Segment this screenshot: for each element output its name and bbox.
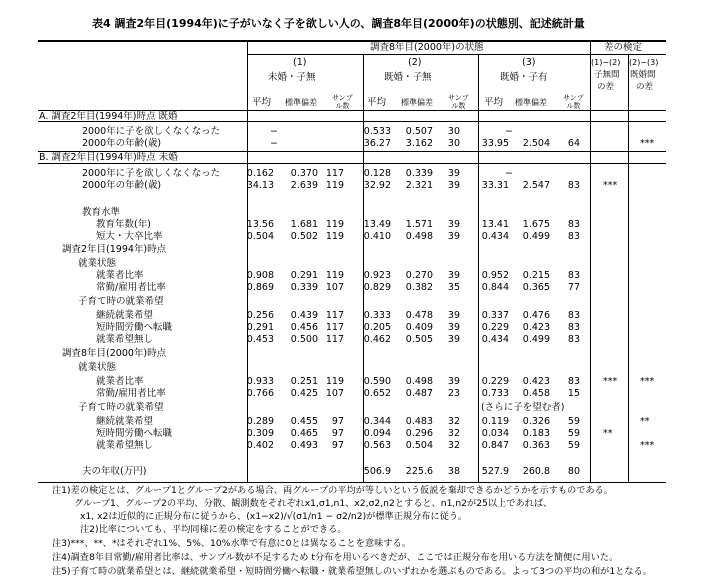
n-cell: 83 xyxy=(567,376,580,387)
n-cell: 83 xyxy=(567,334,580,345)
diff2-significance: *** xyxy=(640,138,655,149)
row-label: 就業希望無し xyxy=(96,440,154,451)
n-cell: 39 xyxy=(447,376,460,387)
table-row xyxy=(0,416,728,428)
n-cell: 97 xyxy=(331,428,344,439)
table-row xyxy=(0,126,728,138)
n-cell: 83 xyxy=(567,322,580,333)
group-header: 調査8年目(2000年)の状態 xyxy=(370,42,484,53)
n-cell: 117 xyxy=(325,168,344,179)
table-row xyxy=(0,466,728,478)
table-title: 表4 調査2年目(1994年)に子がいなく子を欲しい人の、調査8年目(2000年)の状態別、記述統計量 xyxy=(92,17,585,30)
note-3: 注3)***、**、*はそれぞれ1%、5%、10%水準で有意に0とは異なることを意味する。 xyxy=(52,538,411,549)
sd-cell: 0.291 xyxy=(290,270,318,281)
mean-cell: 0.829 xyxy=(363,282,391,293)
sd-cell: 0.507 xyxy=(405,126,433,137)
mean-cell: 0.869 xyxy=(246,282,274,293)
sd-cell: 0.487 xyxy=(405,388,433,399)
row-label: 教育年数(年) xyxy=(96,219,151,230)
row-label: 子育て時の就業希望 xyxy=(78,402,164,413)
sd-cell: 0.425 xyxy=(290,388,318,399)
sd-cell: 2.321 xyxy=(405,180,433,191)
mean-cell: 0.847 xyxy=(481,440,509,451)
diff-header: 差の検定 xyxy=(604,42,643,53)
n-cell: 117 xyxy=(325,334,344,345)
n-cell: 97 xyxy=(331,416,344,427)
mean-cell: 0.119 xyxy=(481,416,509,427)
sd-cell: 0.455 xyxy=(290,416,318,427)
row-label: 2000年に子を欲しくなくなった xyxy=(82,126,221,137)
mean-cell: 0.590 xyxy=(363,376,391,387)
mean-cell: − xyxy=(270,126,278,137)
g1-sd-header: 標準偏差 xyxy=(285,98,317,107)
n-cell: 97 xyxy=(331,440,344,451)
n-cell: 83 xyxy=(567,219,580,230)
sd-cell: 3.162 xyxy=(405,138,433,149)
mean-cell: 36.27 xyxy=(363,138,391,149)
n-cell: 30 xyxy=(447,138,460,149)
sd-cell: 0.499 xyxy=(522,334,550,345)
g2-sd-header: 標準偏差 xyxy=(401,98,433,107)
row-label: 就業希望無し xyxy=(96,334,154,345)
sd-cell: 2.639 xyxy=(290,180,318,191)
mean-cell: 0.453 xyxy=(246,334,274,345)
sd-cell: 0.423 xyxy=(522,322,550,333)
mean-cell: 0.923 xyxy=(363,270,391,281)
n-cell: 59 xyxy=(567,440,580,451)
mean-cell: 0.309 xyxy=(246,428,274,439)
row-label: 短時間労働へ転職 xyxy=(96,322,173,333)
mean-cell: 506.9 xyxy=(363,466,391,477)
sd-cell: 225.6 xyxy=(405,466,433,477)
sd-cell: 0.296 xyxy=(405,428,433,439)
sd-cell: 0.251 xyxy=(290,376,318,387)
diff1-significance: *** xyxy=(603,180,618,191)
n-cell: 59 xyxy=(567,428,580,439)
n-cell: 15 xyxy=(567,388,580,399)
row-label: 継続就業希望 xyxy=(96,310,154,321)
row-label: 子育て時の就業希望 xyxy=(78,296,164,307)
mean-cell: 34.13 xyxy=(246,180,274,191)
sd-cell: 0.365 xyxy=(522,282,550,293)
n-cell: 107 xyxy=(325,282,344,293)
sd-cell: 1.681 xyxy=(290,219,318,230)
n-cell: 39 xyxy=(447,219,460,230)
section-a-label: A. 調査2年目(1994年)時点 既婚 xyxy=(39,111,178,122)
n-cell: 119 xyxy=(325,231,344,242)
group3-num: (3) xyxy=(522,57,536,68)
mean-cell: 0.256 xyxy=(246,310,274,321)
mean-cell: 0.434 xyxy=(481,334,509,345)
sd-cell: 0.502 xyxy=(290,231,318,242)
table-row xyxy=(0,270,728,282)
n-cell: 39 xyxy=(447,334,460,345)
mean-cell: 0.229 xyxy=(481,322,509,333)
table-row xyxy=(0,428,728,440)
row-label: 継続就業希望 xyxy=(96,416,154,427)
n-cell: 83 xyxy=(567,310,580,321)
diff2-l2: 既婚間 xyxy=(630,70,656,80)
n-cell: 64 xyxy=(567,138,580,149)
sd-cell: 0.505 xyxy=(405,334,433,345)
sd-cell: 0.183 xyxy=(522,428,550,439)
mean-cell: 0.128 xyxy=(363,168,391,179)
row-label: 短大・大卒比率 xyxy=(96,231,163,242)
row-label: 夫の年収(万円) xyxy=(82,466,147,477)
row-label: 常勤/雇用者比率 xyxy=(96,282,166,293)
n-cell: 59 xyxy=(567,416,580,427)
diff1-l1: (1)−(2) xyxy=(591,58,621,67)
row-label: 2000年の年齢(歳) xyxy=(82,180,162,191)
table-row xyxy=(0,207,728,219)
n-cell: 32 xyxy=(447,428,460,439)
note-2: 注2)比率についても、平均同様に差の検定をすることができる。 xyxy=(80,524,347,535)
sd-cell: 260.8 xyxy=(522,466,550,477)
mean-cell: 0.844 xyxy=(481,282,509,293)
g2-mean-header: 平均 xyxy=(367,97,387,108)
mean-cell: 0.434 xyxy=(481,231,509,242)
n-cell: 32 xyxy=(447,416,460,427)
n-cell: 38 xyxy=(447,466,460,477)
mean-cell: 0.952 xyxy=(481,270,509,281)
n-cell: 39 xyxy=(447,310,460,321)
g1-mean-header: 平均 xyxy=(252,97,272,108)
sd-cell: 0.499 xyxy=(522,231,550,242)
mean-cell: 0.034 xyxy=(481,428,509,439)
sd-cell: 2.547 xyxy=(522,180,550,191)
diff1-significance: *** xyxy=(603,376,618,387)
mean-cell: 0.533 xyxy=(363,126,391,137)
g1-n-header: サンプ ル数 xyxy=(332,94,353,110)
diff2-significance: *** xyxy=(640,376,655,387)
mean-cell: 13.41 xyxy=(481,219,509,230)
table-row xyxy=(0,138,728,150)
sd-cell: 0.493 xyxy=(290,440,318,451)
sd-cell: 0.458 xyxy=(522,388,550,399)
table-row xyxy=(0,402,728,414)
sd-cell: 0.439 xyxy=(290,310,318,321)
diff1-significance: ** xyxy=(603,428,613,439)
table-row xyxy=(0,310,728,322)
n-cell: 23 xyxy=(447,388,460,399)
mean-cell: 0.563 xyxy=(363,440,391,451)
g3-mean-header: 平均 xyxy=(484,97,504,108)
diff2-significance: ** xyxy=(640,416,650,427)
diff2-significance: *** xyxy=(640,440,655,451)
sd-cell: 0.476 xyxy=(522,310,550,321)
mean-cell: 0.504 xyxy=(246,231,274,242)
row-label: 調査2年目(1994年)時点 xyxy=(62,244,167,255)
n-cell: 119 xyxy=(325,219,344,230)
mean-cell: 0.229 xyxy=(481,376,509,387)
mean-cell: (さらに子を望む者) xyxy=(481,402,565,413)
g3-n-header: サンプ ル数 xyxy=(563,94,584,110)
n-cell: 80 xyxy=(567,466,580,477)
table-row xyxy=(0,376,728,388)
diff1-l2: 子無間 xyxy=(594,70,620,80)
note-5: 注5)子育て時の就業希望とは、継続就業希望・短時間労働へ転職・就業希望無しのいずれかを選ぶものである。よって3つの平均の和が1となる。 xyxy=(52,566,652,577)
mean-cell: 0.162 xyxy=(246,168,274,179)
row-label: 2000年に子を欲しくなくなった xyxy=(82,168,221,179)
n-cell: 39 xyxy=(447,168,460,179)
table-row xyxy=(0,258,728,270)
table-row xyxy=(0,388,728,400)
sd-cell: 0.382 xyxy=(405,282,433,293)
table-row xyxy=(0,180,728,192)
row-label: 就業者比率 xyxy=(96,376,144,387)
sd-cell: 0.409 xyxy=(405,322,433,333)
mean-cell: 0.462 xyxy=(363,334,391,345)
sd-cell: 1.571 xyxy=(405,219,433,230)
mean-cell: 0.094 xyxy=(363,428,391,439)
bottom-rule xyxy=(38,482,666,483)
mean-cell: 33.31 xyxy=(481,180,509,191)
mean-cell: 33.95 xyxy=(481,138,509,149)
table-row xyxy=(0,334,728,346)
table-row xyxy=(0,322,728,334)
sd-cell: 0.326 xyxy=(522,416,550,427)
note-1b: グループ1、グループ2の平均、分散、観測数をそれぞれx1,σ1,n1、x2,σ2,n2とすると、n1,n2が25以上であれば、 xyxy=(74,498,553,509)
group1-name: 未婚・子無 xyxy=(268,72,316,83)
sd-cell: 1.675 xyxy=(522,219,550,230)
table-row xyxy=(0,362,728,374)
note-4: 注4)調査8年目常勤/雇用者比率は、サンプル数が不足するため t分布を用いるべきだが、ここでは正規分布を用いる方法を簡便に用いた。 xyxy=(52,552,619,563)
n-cell: 39 xyxy=(447,270,460,281)
mean-cell: 13.49 xyxy=(363,219,391,230)
n-cell: 32 xyxy=(447,440,460,451)
mean-cell: 0.205 xyxy=(363,322,391,333)
row-label: 常勤/雇用者比率 xyxy=(96,388,166,399)
table-row xyxy=(0,219,728,231)
mean-cell: 13.56 xyxy=(246,219,274,230)
table-row xyxy=(0,282,728,294)
group2-name: 既婚・子無 xyxy=(384,72,432,83)
mean-cell: − xyxy=(270,138,278,149)
row-label: 調査8年目(2000年)時点 xyxy=(62,348,167,359)
mean-cell: − xyxy=(505,126,513,137)
mean-cell: 32.92 xyxy=(363,180,391,191)
diff2-l1: (2)−(3) xyxy=(629,58,659,67)
group-rule xyxy=(247,54,666,55)
mean-cell: 0.289 xyxy=(246,416,274,427)
mean-cell: 0.733 xyxy=(481,388,509,399)
row-label: 2000年の年齢(歳) xyxy=(82,138,162,149)
group3-name: 既婚・子有 xyxy=(500,72,548,83)
n-cell: 77 xyxy=(567,282,580,293)
n-cell: 83 xyxy=(567,270,580,281)
n-cell: 39 xyxy=(447,322,460,333)
sd-cell: 0.363 xyxy=(522,440,550,451)
row-label: 教育水準 xyxy=(82,207,121,218)
sd-cell: 0.215 xyxy=(522,270,550,281)
row-label: 就業者比率 xyxy=(96,270,144,281)
mean-cell: 0.291 xyxy=(246,322,274,333)
top-rule xyxy=(38,40,666,42)
g3-sd-header: 標準偏差 xyxy=(515,98,547,107)
sd-cell: 0.498 xyxy=(405,231,433,242)
n-cell: 119 xyxy=(325,180,344,191)
diff2-l3: の差 xyxy=(636,82,654,92)
n-cell: 117 xyxy=(325,322,344,333)
sd-cell: 0.423 xyxy=(522,376,550,387)
n-cell: 83 xyxy=(567,180,580,191)
sd-cell: 0.339 xyxy=(405,168,433,179)
sd-cell: 0.478 xyxy=(405,310,433,321)
note-1: 注1)差の検定とは、グループ1とグループ2がある場合、両グループの平均が等しいという仮説を棄却できるかどうかを示すものである。 xyxy=(52,485,613,496)
sd-cell: 0.504 xyxy=(405,440,433,451)
section-b-label: B. 調査2年目(1994年)時点 未婚 xyxy=(39,152,178,163)
mean-cell: 0.933 xyxy=(246,376,274,387)
mean-cell: 0.337 xyxy=(481,310,509,321)
n-cell: 39 xyxy=(447,180,460,191)
diff1-l3: の差 xyxy=(597,82,615,92)
group1-num: (1) xyxy=(293,57,307,68)
mean-cell: 0.410 xyxy=(363,231,391,242)
n-cell: 119 xyxy=(325,270,344,281)
mean-cell: 0.333 xyxy=(363,310,391,321)
mean-cell: 0.402 xyxy=(246,440,274,451)
table-row xyxy=(0,348,728,360)
table-row xyxy=(0,440,728,452)
sd-cell: 0.500 xyxy=(290,334,318,345)
sd-cell: 0.483 xyxy=(405,416,433,427)
mean-cell: 0.908 xyxy=(246,270,274,281)
sd-cell: 0.498 xyxy=(405,376,433,387)
sd-cell: 2.504 xyxy=(522,138,550,149)
sd-cell: 0.270 xyxy=(405,270,433,281)
mean-cell: 0.344 xyxy=(363,416,391,427)
row-label: 就業状態 xyxy=(78,258,117,269)
row-label: 短時間労働へ転職 xyxy=(96,428,173,439)
n-cell: 35 xyxy=(447,282,460,293)
sd-cell: 0.456 xyxy=(290,322,318,333)
g2-n-header: サンプ ル数 xyxy=(448,94,469,110)
n-cell: 83 xyxy=(567,231,580,242)
n-cell: 119 xyxy=(325,376,344,387)
n-cell: 30 xyxy=(447,126,460,137)
table-row xyxy=(0,168,728,180)
mean-cell: 527.9 xyxy=(481,466,509,477)
n-cell: 107 xyxy=(325,388,344,399)
table-row xyxy=(0,231,728,243)
mean-cell: − xyxy=(505,168,513,179)
row-label: 就業状態 xyxy=(78,362,117,373)
group2-num: (2) xyxy=(408,57,422,68)
sd-cell: 0.370 xyxy=(290,168,318,179)
note-1c: x1, x2は近似的に正規分布に従うから、(x1−x2)/√(σ1/n1 − σ2/n2)が標準正規分布に従う。 xyxy=(80,511,468,522)
sd-cell: 0.465 xyxy=(290,428,318,439)
n-cell: 117 xyxy=(325,310,344,321)
table-row xyxy=(0,244,728,256)
table-row xyxy=(0,296,728,308)
mean-cell: 0.652 xyxy=(363,388,391,399)
n-cell: 39 xyxy=(447,231,460,242)
mean-cell: 0.766 xyxy=(246,388,274,399)
sd-cell: 0.339 xyxy=(290,282,318,293)
